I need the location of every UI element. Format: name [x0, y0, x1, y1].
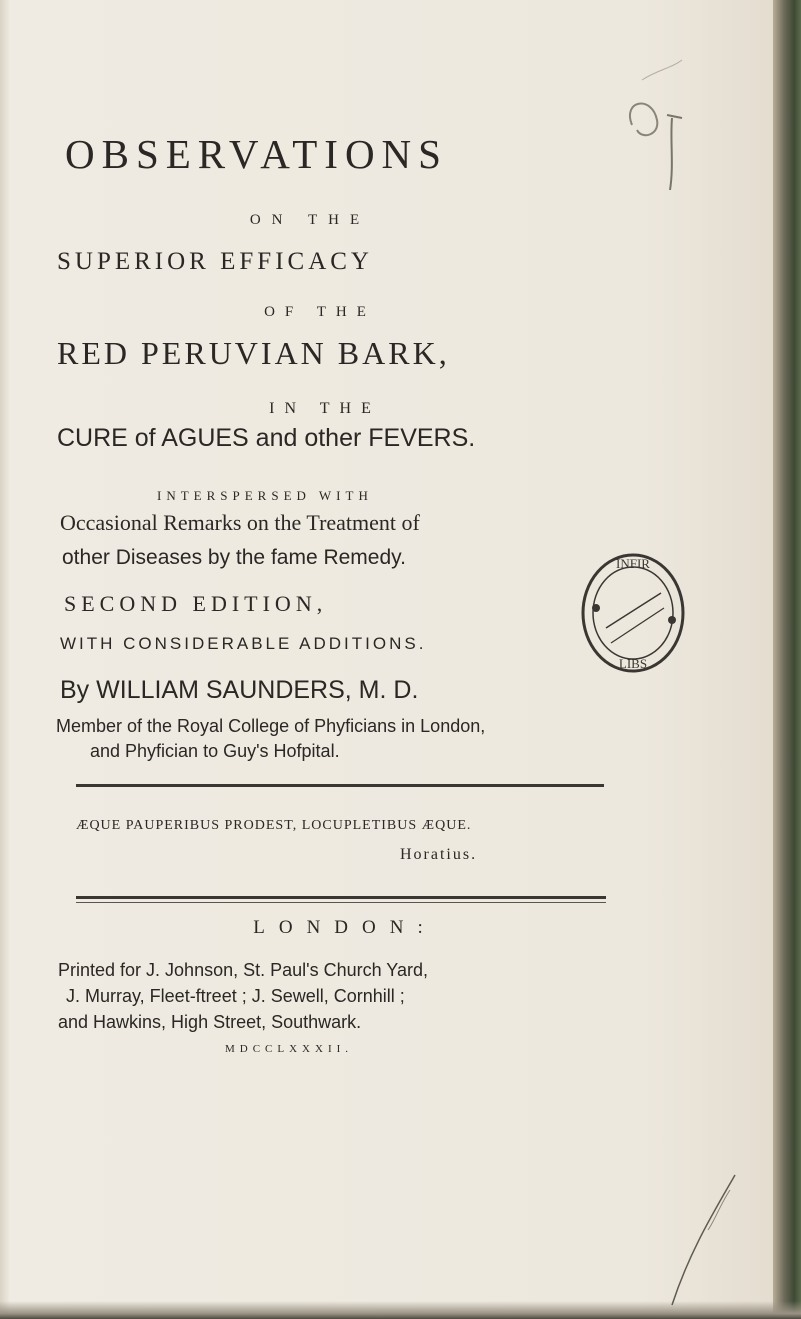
author-hospital: and Phyfician to Guy's Hofpital. [90, 741, 340, 761]
subtitle-cure-of-agues: CURE of AGUES and other FEVERS. [57, 424, 476, 452]
additions-statement: WITH CONSIDERABLE ADDITIONS. [60, 634, 427, 653]
occasional-remarks: Occasional Remarks on the Treatment of [60, 510, 420, 535]
imprint-city: LONDON: [253, 917, 437, 938]
subtitle-on-the: ON THE [249, 212, 371, 228]
motto-attribution: Horatius. [400, 846, 478, 863]
imprint-line-2: J. Murray, Fleet-ftreet ; J. Sewell, Cornhill ; [66, 986, 405, 1006]
divider-rule [76, 784, 604, 787]
stamp-bottom-text: LIBS [618, 656, 648, 671]
imprint-line-3: and Hawkins, High Street, Southwark. [58, 1012, 362, 1032]
author-line: By WILLIAM SAUNDERS, M. D. [60, 676, 419, 704]
stamp-top-text: INFIR [616, 556, 650, 571]
publication-date: MDCCLXXXII. [225, 1043, 354, 1055]
subtitle-red-peruvian-bark: RED PERUVIAN BARK, [57, 335, 450, 371]
other-diseases: other Diseases by the fame Remedy. [62, 546, 406, 569]
edition-statement: SECOND EDITION, [64, 591, 328, 616]
library-stamp [576, 548, 690, 678]
paper-tear-mark [660, 1170, 740, 1310]
latin-motto: ÆQUE PAUPERIBUS PRODEST, LOCUPLETIBUS ÆQUE. [76, 818, 472, 833]
book-spine [773, 0, 801, 1319]
page-left-edge [0, 0, 10, 1319]
subtitle-superior-efficacy: SUPERIOR EFFICACY [57, 248, 373, 275]
interspersed-with: INTERSPERSED WITH [157, 488, 373, 503]
author-membership: Member of the Royal College of Phyficians in London, [56, 716, 486, 736]
subtitle-in-the: IN THE [269, 400, 381, 417]
main-title: OBSERVATIONS [65, 131, 448, 177]
double-rule-thick [76, 896, 606, 899]
handwritten-mark [612, 40, 702, 190]
imprint-line-1: Printed for J. Johnson, St. Paul's Church Yard, [58, 960, 428, 980]
double-rule-thin [76, 902, 606, 903]
subtitle-of-the: OF THE [264, 304, 376, 320]
